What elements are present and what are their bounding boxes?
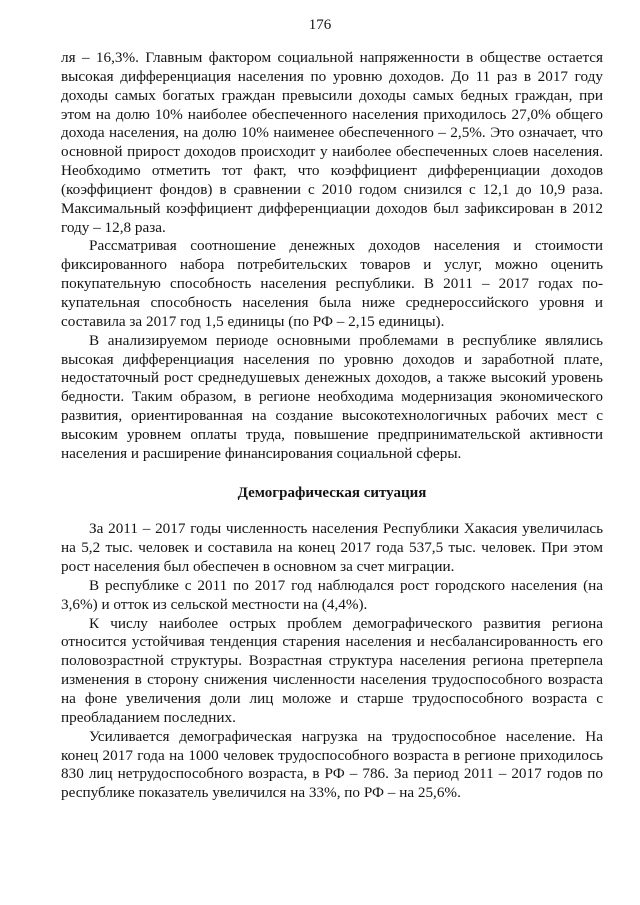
paragraph-demographic-load: Усиливается демографическая нагрузка на трудоспособное население. На конец 2017 года на 1000 человек трудоспособного возраста в регионе приходилось 830 лиц нетрудоспособного возраста, в РФ – 786. За период 2011 – 2017 годов по республике показатель увеличился на 33%, по РФ – на 25,6%. bbox=[61, 727, 603, 802]
section-title-demography: Демографическая ситуация bbox=[237, 484, 427, 501]
paragraph-income-inequality: ля – 16,3%. Главным фактором социальной напряженности в обществе остается высокая дифференциация населения по уровню доходов. До 11 раз в 2017 году доходы самых богатых граждан превысили доходы самых бедных граждан, при этом на долю 10% наиболее обеспеченного населения приходилось 27,0% общего дохода населения, на долю 10% наименее обеспеченного – 2,5%. Это означает, что основной прирост доходов происходит у наиболее обеспеченных слоев населения. Необходимо отметить тот факт, что коэффициент дифференциации доходов (коэффициент фондов) в сравнении с 2010 годом снизился с 12,1 до 10,9 раза. Максимальный коэффициент дифференциации доходов был зафиксирован в 2012 году – 12,8 раза. bbox=[61, 49, 603, 236]
page-number: 176 bbox=[308, 17, 332, 33]
paragraph-purchasing-power: Рассматривая соотношение денежных доходов населения и стоимости фиксированного набора потребительских товаров и услуг, можно оценить покупательную способность населения республики. В 2011 – 2017 годах покупательная способность населения была ниже среднероссийского уровня и составила за 2017 год 1,5 единицы (по РФ – 2,15 единицы). bbox=[61, 237, 603, 330]
paragraph-aging: К числу наиболее острых проблем демографического развития региона относится устойчивая тенденция старения населения и несбалансированность его половозрастной структуры. Возрастная структура населения региона претерпела изменения в сторону снижения численности населения трудоспособного возраста на фоне увеличения доли лиц моложе и старше трудоспособного возраста с преобладанием последних. bbox=[61, 614, 603, 726]
paragraph-population-growth: За 2011 – 2017 годы численность населения Республики Хакасия увеличилась на 5,2 тыс. человек и составила на конец 2017 года 537,5 тыс. человек. При этом рост населения был обеспечен в основном за счет миграции. bbox=[61, 520, 603, 576]
page-body bbox=[61, 49, 603, 803]
paragraph-main-problems: В анализируемом периоде основными проблемами в республике являлись высокая дифференциация населения по уровню доходов и заработной плате, недостаточный рост среднедушевых денежных доходов, а также высокий уровень бедности. Таким образом, в регионе необходима модернизация экономического развития, ориентированная на создание высокотехнологичных рабочих мест с высоким уровнем оплаты труда, повышение предпринимательской активности населения и расширение финансирования социальной сферы. bbox=[61, 331, 603, 462]
paragraph-urban-rural: В республике с 2011 по 2017 год наблюдался рост городского населения (на 3,6%) и отток из сельской местности на (4,4%). bbox=[61, 576, 603, 613]
